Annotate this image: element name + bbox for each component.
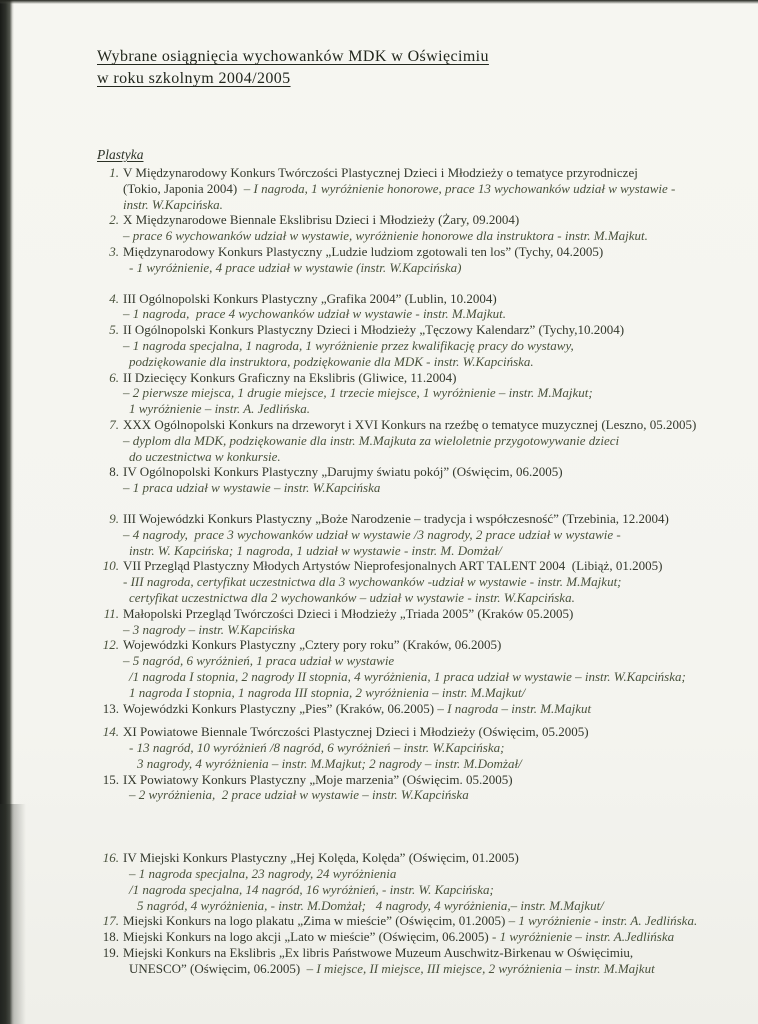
scan-edge-top-artifact xyxy=(0,0,758,4)
text-line xyxy=(123,197,740,213)
text-line xyxy=(123,913,740,929)
text-line xyxy=(123,898,740,914)
result-text-segment: - 13 nagród, 10 wyróżnień /8 nagród, 6 wyróżnień – instr. W.Kapcińska; xyxy=(129,740,505,756)
competition-text-segment: VII Przegląd Plastyczny Młodych Artystów Nieprofesjonalnych ART TALENT 2004 (Libiąż, 01.2005) xyxy=(123,558,663,574)
item-lines xyxy=(123,637,740,700)
result-text-segment: 3 nagrody, 4 wyróżnienia – instr. M.Majkut; 2 nagrody – instr. M.Domżał/ xyxy=(137,755,522,771)
competition-text-segment: Miejski Konkurs na Ekslibris „Ex libris Państwowe Muzeum Auschwitz-Birkenau w Oświęcimiu, xyxy=(123,945,634,961)
item-number: 1. xyxy=(109,165,119,180)
competition-text-segment: XXX Ogólnopolski Konkurs na drzeworyt i XVI Konkurs na rzeźbę o tematyce muzycznej (Leszno, 05.2005) xyxy=(123,416,697,432)
result-text-segment: – 1 nagroda, prace 4 wychowanków udział w wystawie - instr. M.Majkut. xyxy=(123,306,506,322)
competition-text-segment: II Ogólnopolski Konkurs Plastyczny Dzieci i Młodzieży „Tęczowy Kalendarz” (Tychy,10.2004) xyxy=(123,322,625,338)
item-number: 6. xyxy=(109,369,119,385)
text-line xyxy=(123,701,740,717)
text-line xyxy=(123,637,740,653)
result-text-segment: – 5 nagród, 6 wyróżnień, 1 praca udział w wystawie xyxy=(123,653,395,669)
text-line xyxy=(123,756,740,772)
item-lines xyxy=(123,291,740,323)
text-line xyxy=(123,574,740,590)
result-text-segment: - III nagroda, certyfikat uczestnictwa dla 3 wychowanków -udział w wystawie - instr. M.Majkut; xyxy=(123,574,622,590)
result-text-segment: - 1 wyróżnienie, 4 prace udział w wystawie (instr. W.Kapcińska) xyxy=(129,259,462,275)
list-item xyxy=(97,244,740,276)
text-line xyxy=(123,165,740,181)
item-lines xyxy=(123,464,740,496)
item-number: 5. xyxy=(109,322,119,338)
text-line xyxy=(123,882,740,898)
document-title-text-2: w roku szkolnym 2004/2005 xyxy=(97,70,291,87)
text-line xyxy=(123,244,740,260)
list-item xyxy=(97,701,740,717)
result-text-segment: – 1 praca udział w wystawie – instr. W.Kapcińska xyxy=(123,480,381,496)
competition-text-segment: Wojewódzki Konkurs Plastyczny „Cztery pory roku” (Kraków, 06.2005) xyxy=(123,637,502,653)
result-text-segment: 5 nagród, 4 wyróżnienia, - instr. M.Domżał; 4 nagrody, 4 wyróżnienia,– instr. M.Majkut/ xyxy=(137,897,604,913)
result-text-segment: instr. W. Kapcińska; 1 nagroda, 1 udział w wystawie - instr. M. Domżał/ xyxy=(129,542,502,558)
competition-text-segment: IX Powiatowy Konkurs Plastyczny „Moje marzenia” (Oświęcim. 05.2005) xyxy=(123,771,513,787)
item-lines xyxy=(123,772,740,804)
item-number: 16. xyxy=(102,850,119,866)
competition-text-segment: IV Miejski Konkurs Plastyczny „Hej Kolęda, Kolęda” (Oświęcim, 01.2005) xyxy=(123,850,519,866)
item-lines xyxy=(123,244,740,276)
text-line xyxy=(123,449,740,465)
text-line xyxy=(123,527,740,543)
list-item xyxy=(97,637,740,700)
result-text-segment: instr. W.Kapcińska. xyxy=(123,196,223,212)
text-line xyxy=(123,606,740,622)
item-number: 4. xyxy=(109,290,119,306)
text-line xyxy=(123,511,740,527)
result-text-segment: - 1 wyróżnienie – instr. A.Jedlińska xyxy=(491,929,675,945)
result-text-segment: – I miejsce, II miejsce, III miejsce, 2 wyróżnienia – instr. M.Majkut xyxy=(306,960,655,976)
result-text-segment: – I nagroda – instr. M.Majkut xyxy=(437,700,592,716)
list-item xyxy=(97,511,740,558)
text-line xyxy=(123,354,740,370)
item-lines xyxy=(123,701,740,717)
document-content xyxy=(97,46,740,977)
text-line xyxy=(123,370,740,386)
text-line xyxy=(123,338,740,354)
item-lines xyxy=(123,929,740,945)
list-item xyxy=(97,417,740,464)
result-text-segment: – prace 6 wychowanków udział w wystawie, wyróżnienie honorowe dla instruktora - instr. M.Majkut. xyxy=(123,228,648,244)
list-item xyxy=(97,913,740,929)
result-text-segment: /1 nagroda I stopnia, 2 nagrody II stopnia, 4 wyróżnienia, 1 praca udział w wystawie – instr. W.Kapcińska; xyxy=(129,668,686,684)
item-number: 2. xyxy=(109,212,119,228)
item-lines xyxy=(123,511,740,558)
competition-text-segment: IV Ogólnopolski Konkurs Plastyczny „Darujmy światu pokój” (Oświęcim, 06.2005) xyxy=(123,464,563,480)
document-title-line-2 xyxy=(97,68,740,90)
result-text-segment: – 2 wyróżnienia, 2 prace udział w wystawie – instr. W.Kapcińska xyxy=(129,787,469,803)
text-line xyxy=(123,212,740,228)
text-line xyxy=(123,929,740,945)
list-item xyxy=(97,370,740,417)
result-text-segment: podziękowanie dla instruktora, podziękowanie dla MDK - instr. W.Kapcińska. xyxy=(129,353,534,369)
item-lines xyxy=(123,606,740,638)
list-item xyxy=(97,724,740,771)
result-text-segment: – dyplom dla MDK, podziękowanie dla instr. M.Majkuta za wieloletnie przygotowywanie dzieci xyxy=(123,432,620,448)
text-line xyxy=(123,945,740,961)
item-lines xyxy=(123,724,740,771)
item-lines xyxy=(123,322,740,369)
text-line xyxy=(123,850,740,866)
result-text-segment: – 4 nagrody, prace 3 wychowanków udział w wystawie /3 nagrody, 2 prace udział w wystawie - xyxy=(123,526,621,542)
competition-text-segment: Miejski Konkurs na logo akcji „Lato w mieście” (Oświęcim, 06.2005) xyxy=(123,929,492,945)
text-line xyxy=(123,590,740,606)
item-lines xyxy=(123,370,740,417)
result-text-segment: – 1 wyróżnienie - instr. A. Jedlińska. xyxy=(508,913,698,929)
item-lines xyxy=(123,945,740,977)
result-text-segment: – 1 nagroda specjalna, 23 nagrody, 24 wyróżnienia xyxy=(129,866,397,882)
text-line xyxy=(123,543,740,559)
item-number: 11. xyxy=(103,605,119,621)
result-text-segment: 1 wyróżnienie – instr. A. Jedlińska. xyxy=(129,401,311,417)
text-line xyxy=(123,558,740,574)
text-line xyxy=(123,866,740,882)
competition-text-segment: III Wojewódzki Konkurs Plastyczny „Boże Narodzenie – tradycja i współczesność” (Trzebinia, 12.2004) xyxy=(123,510,669,526)
text-line xyxy=(123,480,740,496)
competition-text-segment: Miejski Konkurs na logo plakatu „Zima w mieście” (Oświęcim, 01.2005) xyxy=(123,913,509,929)
result-text-segment: do uczestnictwa w konkursie. xyxy=(129,448,281,464)
list-item xyxy=(97,929,740,945)
document-title-line-1 xyxy=(97,46,740,68)
text-line xyxy=(123,306,740,322)
competition-text-segment: Międzynarodowy Konkurs Plastyczny „Ludzie ludziom zgotowali ten los” (Tychy, 04.2005) xyxy=(123,243,604,259)
competition-text-segment: (Tokio, Japonia 2004) xyxy=(123,180,244,196)
text-line xyxy=(123,724,740,740)
item-number: 12. xyxy=(102,637,119,653)
list-item xyxy=(97,945,740,977)
text-line xyxy=(123,291,740,307)
item-number: 15. xyxy=(102,771,119,787)
text-line xyxy=(123,417,740,433)
text-line xyxy=(123,787,740,803)
list-item xyxy=(97,606,740,638)
list-item xyxy=(97,165,740,212)
section-heading-text: Plastyka xyxy=(97,147,144,162)
text-line xyxy=(123,322,740,338)
list-item xyxy=(97,212,740,244)
competition-text-segment: II Dziecięcy Konkurs Graficzny na Ekslibris (Gliwice, 11.2004) xyxy=(123,369,457,385)
item-lines xyxy=(123,850,740,913)
text-line xyxy=(123,653,740,669)
text-line xyxy=(123,772,740,788)
text-line xyxy=(123,685,740,701)
item-number: 17. xyxy=(102,913,119,929)
competition-text-segment: III Ogólnopolski Konkurs Plastyczny „Grafika 2004” (Lublin, 10.2004) xyxy=(123,290,497,306)
achievement-list xyxy=(97,165,740,977)
item-number: 7. xyxy=(109,416,119,432)
document-header xyxy=(97,46,740,90)
text-line xyxy=(123,464,740,480)
text-line xyxy=(123,622,740,638)
list-item xyxy=(97,558,740,605)
text-line xyxy=(123,385,740,401)
result-text-segment: 1 nagroda I stopnia, 1 nagroda III stopnia, 2 wyróżnienia – instr. M.Majkut/ xyxy=(129,684,526,700)
result-text-segment: – 1 nagroda specjalna, 1 nagroda, 1 wyróżnienie przez kwalifikację pracy do wystawy, xyxy=(123,337,574,353)
competition-text-segment: V Międzynarodowy Konkurs Twórczości Plastycznej Dzieci i Młodzieży o tematyce przyrodniczej xyxy=(123,165,638,180)
item-number: 13. xyxy=(102,700,119,716)
competition-text-segment: XI Powiatowe Biennale Twórczości Plastycznej Dzieci i Młodzieży (Oświęcim, 05.2005) xyxy=(123,724,589,740)
item-lines xyxy=(123,913,740,929)
list-item xyxy=(97,850,740,913)
result-text-segment: – 2 pierwsze miejsca, 1 drugie miejsce, 1 trzecie miejsce, 1 wyróżnienie – instr. M.Majkut; xyxy=(123,385,593,401)
item-number: 3. xyxy=(109,243,119,259)
item-number: 10. xyxy=(102,558,119,574)
result-text-segment: – 3 nagrody – instr. W.Kapcińska xyxy=(123,621,296,637)
scan-edge-left-artifact xyxy=(0,0,14,1024)
text-line xyxy=(123,181,740,197)
list-item xyxy=(97,322,740,369)
item-number: 14. xyxy=(102,724,119,740)
text-line xyxy=(123,228,740,244)
item-number: 18. xyxy=(102,929,119,945)
item-number: 8. xyxy=(109,464,119,480)
text-line xyxy=(123,961,740,977)
list-item xyxy=(97,772,740,804)
list-item xyxy=(97,464,740,496)
text-line xyxy=(123,669,740,685)
text-line xyxy=(123,740,740,756)
text-line xyxy=(123,433,740,449)
competition-text-segment: UNESCO” (Oświęcim, 06.2005) xyxy=(129,960,307,976)
item-lines xyxy=(123,558,740,605)
item-number: 9. xyxy=(109,510,119,526)
document-title-text-1: Wybrane osiągnięcia wychowanków MDK w Oświęcimiu xyxy=(97,48,489,65)
result-text-segment: – I nagroda, 1 wyróżnienie honorowe, prace 13 wychowanków udział w wystawie - xyxy=(243,180,676,196)
result-text-segment: /1 nagroda specjalna, 14 nagród, 16 wyróżnień, - instr. W. Kapcińska; xyxy=(129,881,494,897)
competition-text-segment: Wojewódzki Konkurs Plastyczny „Pies” (Kraków, 06.2005) xyxy=(123,700,438,716)
item-lines xyxy=(123,165,740,212)
competition-text-segment: X Międzynarodowe Biennale Ekslibrisu Dzieci i Młodzieży (Żary, 09.2004) xyxy=(123,212,520,228)
result-text-segment: certyfikat uczestnictwa dla 2 wychowanków – udział w wystawie - instr. W.Kapcińska. xyxy=(129,589,575,605)
list-item xyxy=(97,291,740,323)
competition-text-segment: Małopolski Przegląd Twórczości Dzieci i Młodzieży „Triada 2005” (Kraków 05.2005) xyxy=(123,605,574,621)
text-line xyxy=(123,401,740,417)
item-number: 19. xyxy=(102,945,119,961)
item-lines xyxy=(123,212,740,244)
section-heading-plastyka xyxy=(97,147,740,163)
text-line xyxy=(123,260,740,276)
item-lines xyxy=(123,417,740,464)
